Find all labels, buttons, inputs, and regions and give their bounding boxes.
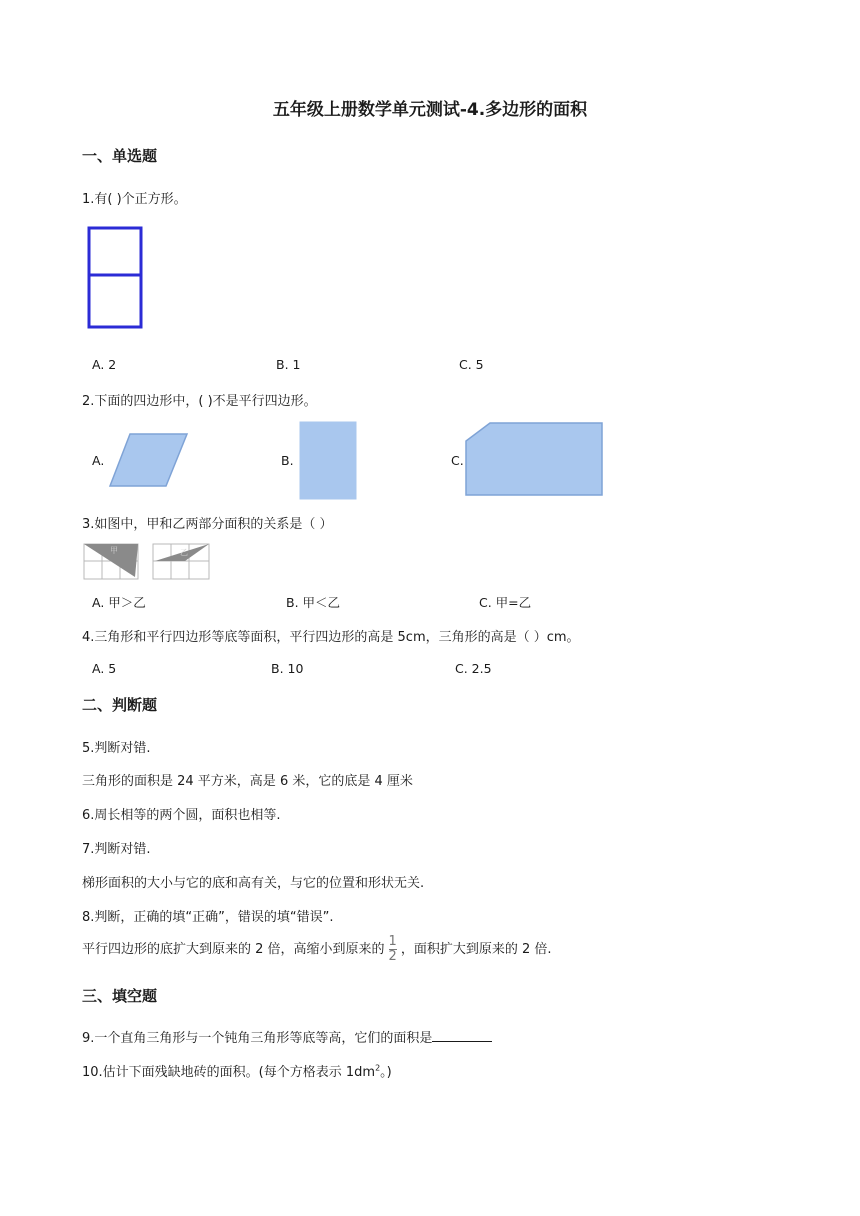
- question-7-text: 7.判断对错.: [82, 842, 151, 857]
- q10-text-tail: 。): [380, 1065, 392, 1080]
- q3-option-c[interactable]: C. 甲=乙: [479, 595, 532, 610]
- q8-fraction-one-half: [389, 936, 397, 963]
- q10-superscript: 2: [375, 1063, 381, 1073]
- q1-option-a[interactable]: A. 2: [92, 357, 117, 372]
- question-9-text: [82, 1027, 492, 1046]
- q4-option-c[interactable]: C. 2.5: [455, 661, 492, 676]
- q3-grid-figure: [83, 543, 211, 581]
- question-10-text: [82, 1061, 392, 1080]
- section-heading-fill-blank: 三、填空题: [82, 987, 158, 1005]
- question-8-text: 8.判断，正确的填“正确”，错误的填“错误”.: [82, 910, 334, 925]
- q2-option-b-label[interactable]: B.: [281, 453, 294, 468]
- question-2-text: 2.下面的四边形中，( )不是平行四边形。: [82, 394, 317, 409]
- q8-frac-numerator: 1: [388, 934, 397, 949]
- q10-text-content: 10.估计下面残缺地砖的面积。(每个方格表示 1dm: [82, 1065, 376, 1080]
- question-5-text: 5.判断对错.: [82, 741, 151, 756]
- q3-option-b[interactable]: B. 甲＜乙: [286, 595, 341, 610]
- q3-label-yi: 乙: [180, 548, 188, 557]
- q3-label-jia: 甲: [110, 546, 118, 555]
- q1-figure-two-squares: [86, 225, 144, 330]
- q9-answer-blank[interactable]: [432, 1029, 492, 1042]
- q3-option-a[interactable]: A. 甲＞乙: [92, 595, 146, 610]
- question-8-statement: [82, 936, 552, 963]
- q8-frac-denominator: 2: [388, 949, 397, 964]
- q8-statement-after: ，面积扩大到原来的 2 倍.: [400, 942, 552, 957]
- q1-option-c[interactable]: C. 5: [459, 357, 484, 372]
- section-heading-true-false: 二、判断题: [82, 696, 158, 714]
- q2-shape-a-parallelogram: [108, 432, 190, 488]
- section-heading-single-choice: 一、单选题: [82, 147, 158, 165]
- q2-shape-b-rectangle: [299, 421, 357, 501]
- q4-option-b[interactable]: B. 10: [271, 661, 304, 676]
- q4-option-a[interactable]: A. 5: [92, 661, 117, 676]
- q9-text-content: 9.一个直角三角形与一个钝角三角形等底等高，它们的面积是: [82, 1031, 433, 1046]
- question-6-text: 6.周长相等的两个圆，面积也相等.: [82, 808, 281, 823]
- question-5-statement: 三角形的面积是 24 平方米，高是 6 米，它的底是 4 厘米: [82, 774, 413, 789]
- question-7-statement: 梯形面积的大小与它的底和高有关，与它的位置和形状无关.: [82, 876, 425, 891]
- q2-shape-c-pentagon: [464, 421, 605, 498]
- q1-option-b[interactable]: B. 1: [276, 357, 301, 372]
- page-title: 五年级上册数学单元测试-4.多边形的面积: [272, 100, 588, 120]
- question-3-text: 3.如图中，甲和乙两部分面积的关系是（ ）: [82, 517, 333, 532]
- question-1-text: 1.有( )个正方形。: [82, 192, 187, 207]
- q2-option-a-label[interactable]: A.: [92, 453, 105, 468]
- question-4-text: 4.三角形和平行四边形等底等面积，平行四边形的高是 5cm，三角形的高是（ ）cm。: [82, 630, 580, 645]
- q8-statement-before: 平行四边形的底扩大到原来的 2 倍，高缩小到原来的: [82, 942, 385, 957]
- q2-option-c-label[interactable]: C.: [451, 453, 464, 468]
